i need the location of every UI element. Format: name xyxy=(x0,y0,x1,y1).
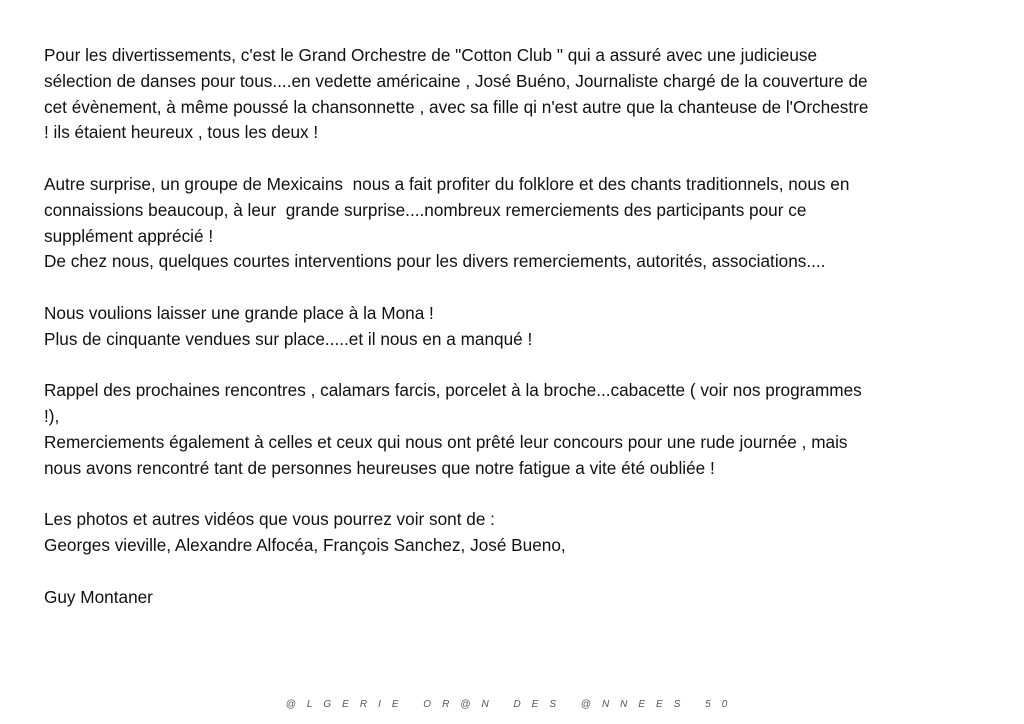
text-line: De chez nous, quelques courtes interventions pour les divers remerciements, autorités, associations.... xyxy=(44,251,826,272)
text-line: cet évènement, à même poussé la chansonnette , avec sa fille qi n'est autre que la chanteuse de l'Orchestre xyxy=(44,96,869,117)
text-line: Plus de cinquante vendues sur place.....et il nous en a manqué ! xyxy=(44,328,533,349)
text-line: sélection de danses pour tous....en vedette américaine , José Buéno, Journaliste chargé de la couverture de xyxy=(44,70,868,91)
text-line: Remerciements également à celles et ceux qui nous ont prêté leur concours pour une rude journée , mais xyxy=(44,431,848,452)
text-line: Rappel des prochaines rencontres , calamars farcis, porcelet à la broche...cabacette ( voir nos programmes xyxy=(44,380,862,401)
text-line: Les photos et autres vidéos que vous pourrez voir sont de : xyxy=(44,509,495,530)
blank-line xyxy=(44,482,984,508)
blank-line xyxy=(44,559,984,585)
text-line: supplément apprécié ! xyxy=(44,225,214,246)
blank-line xyxy=(44,353,984,379)
text-line: Nous voulions laisser une grande place à la Mona ! xyxy=(44,302,434,323)
text-line: Pour les divertissements, c'est le Grand Orchestre de "Cotton Club " qui a assuré avec une judicieuse xyxy=(44,45,818,65)
blank-line xyxy=(44,275,984,301)
text-line: Georges vieville, Alexandre Alfocéa, François Sanchez, José Bueno, xyxy=(44,535,566,556)
body-text xyxy=(44,43,984,611)
text-line: nous avons rencontré tant de personnes heureuses que notre fatigue a vite été oubliée ! xyxy=(44,457,715,478)
footer-watermark: @LGERIE OR@N DES @NNEES 50 xyxy=(285,699,739,710)
text-line: ! ils étaient heureux , tous les deux ! xyxy=(44,122,319,143)
text-line: Autre surprise, un groupe de Mexicains nous a fait profiter du folklore et des chants traditionnels, nous en xyxy=(44,173,850,194)
text-line: !), xyxy=(44,406,60,427)
text-line: connaissions beaucoup, à leur grande surprise....nombreux remerciements des participants pour ce xyxy=(44,199,807,220)
blank-line xyxy=(44,146,984,172)
signature-line: Guy Montaner xyxy=(44,586,153,607)
